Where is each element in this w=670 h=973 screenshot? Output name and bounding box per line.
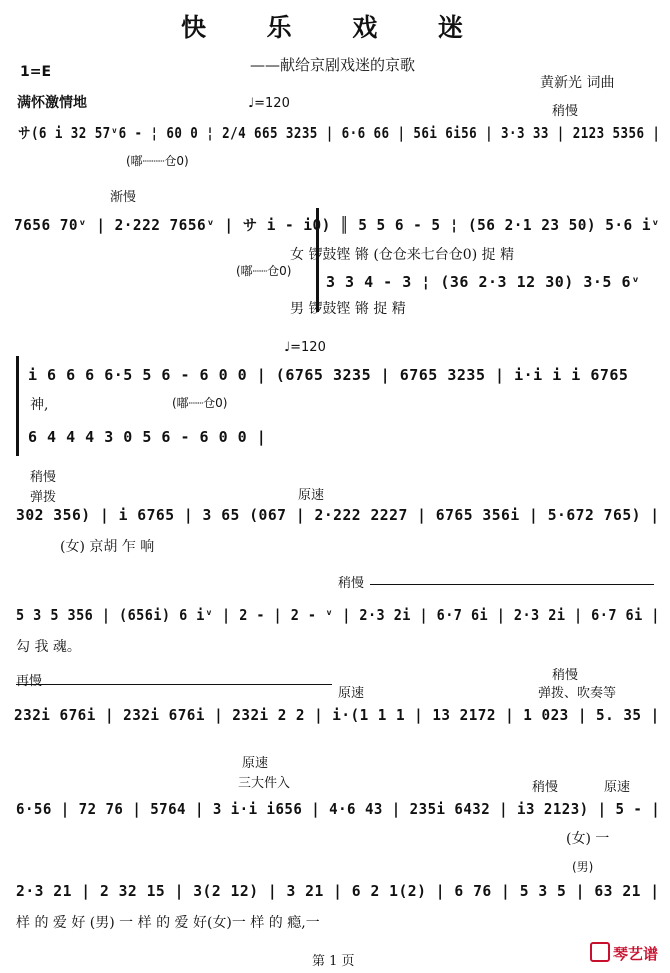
percussion-note: (嘟┈┈仓0) (172, 396, 228, 410)
logo-text: 琴艺谱 (613, 945, 659, 963)
staff-line-3: i 6 6 6 6·5 5 6 - 6 0 0 | (6765 3235 | 6765 3235 | i·i i i 6765 (28, 366, 629, 384)
tempo-change: 原速 (242, 756, 269, 771)
tempo-change: 原速 (298, 488, 325, 503)
staff-line-2: 7656 70ᵛ | 2·222 7656ᵛ | サ i - i0) ║ 5 5 6 - 5 ¦ (56 2·1 23 50) 5·6 iᵛ (14, 216, 661, 234)
staff-line-2-male: 3 3 4 - 3 ¦ (36 2·3 12 30) 3·5 6ᵛ (326, 273, 641, 291)
page-subtitle: ——献给京剧戏迷的京歌 (250, 56, 416, 74)
page-number: 第 1 页 (312, 954, 355, 969)
lyrics-female: 女 锣鼓铿 锵 (仓仓来七台仓0) 捉 精 (290, 247, 515, 263)
lyrics-line-3: 神, (30, 397, 49, 413)
tempo-change: 稍慢 (532, 780, 559, 795)
tempo-change: 稍慢 (338, 576, 365, 591)
lyrics-line-7: (女) 一 (566, 831, 610, 847)
tempo-change: 渐慢 (110, 190, 137, 205)
instrument-note: 弹拨 (30, 490, 57, 505)
instrument-note: 三大件入 (238, 776, 291, 791)
staff-line-4: 302 356) | i 6765 | 3 65 (067 | 2·222 2227 | 6765 356i | 5·672 765) | (16, 506, 660, 524)
lyrics-male: 男 锣鼓铿 锵 捉 精 (290, 301, 406, 317)
tempo-extension-line (370, 584, 654, 585)
staff-line-6: 232i 676i | 232i 676i | 232i 2 2 | i·(1 1 1 | 13 2172 | 1 023 | 5. 35 | (14, 706, 660, 724)
expression-mark: 满怀激情地 (17, 95, 87, 111)
lyrics-line-4: (女) 京胡 乍 响 (60, 539, 155, 555)
staff-line-3-low: 6 4 4 4 3 0 5 6 - 6 0 0 | (28, 428, 267, 446)
tempo-extension-line (16, 684, 332, 685)
key-signature: 1=E (20, 64, 52, 80)
lyrics-line-8: 样 的 爱 好 (男) 一 样 的 爱 好(女)一 样 的 瘾,一 (16, 915, 320, 931)
system-bracket (16, 356, 19, 456)
tempo-change: 再慢 (16, 674, 43, 689)
tempo-change: 稍慢 (552, 104, 579, 119)
tempo-change: 原速 (604, 780, 631, 795)
page-title: 快 乐 戏 迷 (180, 13, 490, 42)
percussion-note: (嘟┈┈┈仓0) (126, 154, 189, 168)
tempo-change: 原速 (338, 686, 365, 701)
tempo-mark: ♩=120 (284, 340, 326, 355)
instrument-note: 弹拨、吹奏等 (538, 686, 617, 701)
lyrics-line-5: 勾 我 魂。 (16, 639, 81, 655)
staff-line-1: サ(6 i 32 57ᵛ6 - ¦ 60 0 ¦ 2/4 665 3235 | 6·6 66 | 56i 6i56 | 3·3 33 | 2123 5356 | (18, 124, 661, 142)
site-logo (590, 942, 658, 964)
staff-line-5: 5 3 5 356 | (656i) 6 iᵛ | 2 - | 2 - ᵛ | 2·3 2i | 6·7 6i | 2·3 2i | 6·7 6i | (16, 606, 660, 624)
tempo-mark: ♩=120 (248, 96, 290, 111)
logo-icon (590, 942, 610, 962)
tempo-change: 稍慢 (552, 668, 579, 683)
author-credit: 黄新光 词曲 (540, 75, 615, 91)
staff-line-8: 2·3 21 | 2 32 15 | 3(2 12) | 3 21 | 6 2 1(2) | 6 76 | 5 3 5 | 63 21 | (16, 882, 660, 900)
tempo-change: 稍慢 (30, 470, 57, 485)
voice-label: (男) (572, 860, 594, 874)
percussion-note: (嘟┈┈仓0) (236, 264, 292, 278)
staff-line-7: 6·56 | 72 76 | 5764 | 3 i·i i656 | 4·6 43 | 235i 6432 | i3 2123) | 5 - | (16, 800, 661, 818)
